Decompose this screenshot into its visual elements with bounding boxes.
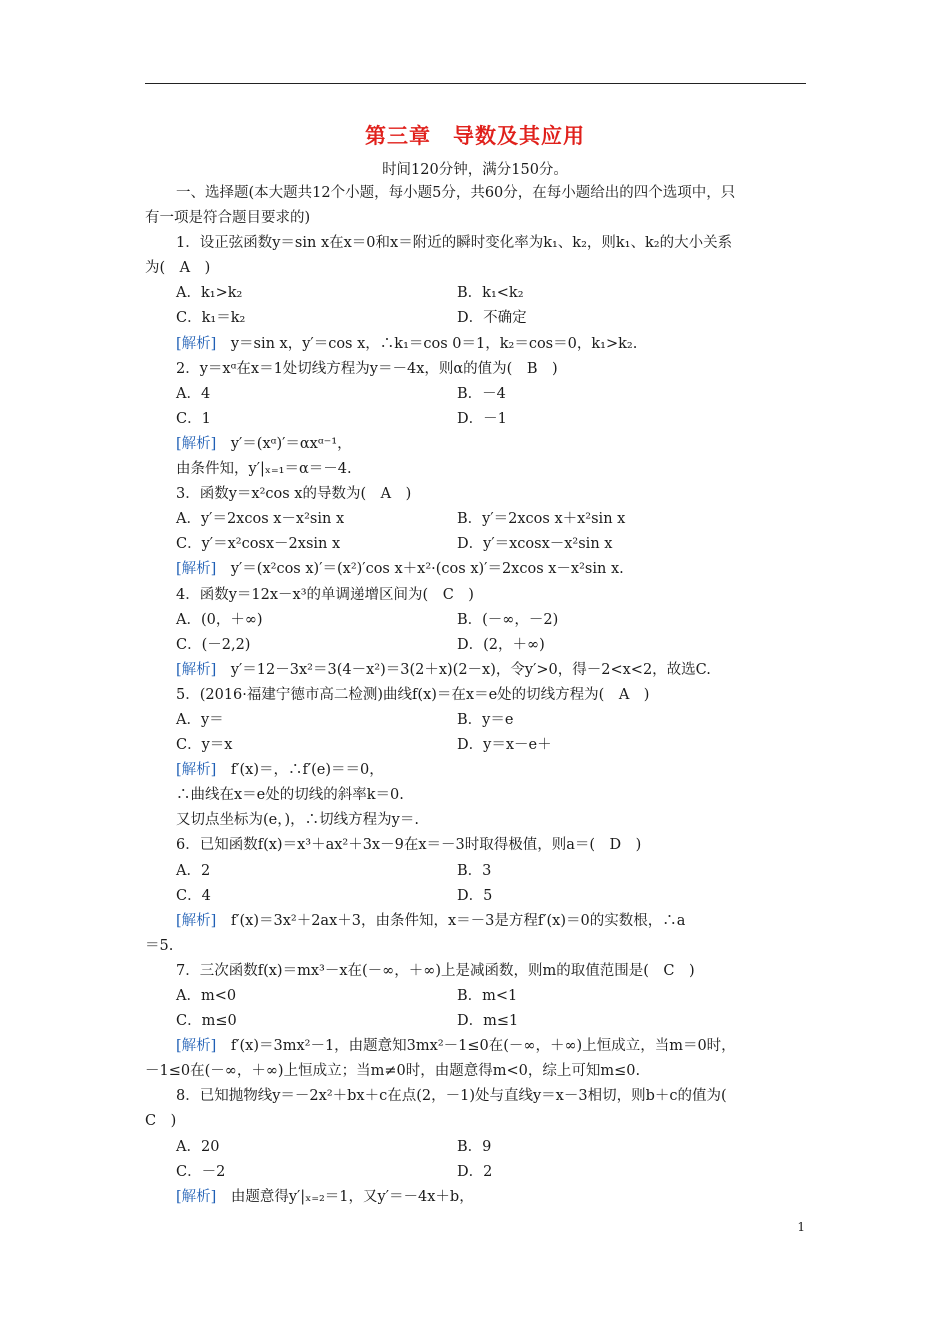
question-6-solution-cont: ＝5. bbox=[145, 937, 174, 954]
option-a: A．m<0 bbox=[176, 988, 237, 1004]
question-8-options-ab bbox=[145, 1135, 806, 1160]
question-4-options-cd bbox=[145, 633, 806, 658]
option-c: C．(－2,2) bbox=[176, 636, 251, 653]
solution-label: [解析] bbox=[176, 912, 217, 929]
option-d: D．m≤1 bbox=[457, 1013, 519, 1030]
chapter-title: 第三章 导数及其应用 bbox=[365, 123, 585, 148]
option-b: B．y′＝2xcos x＋x²sin x bbox=[457, 511, 626, 528]
option-d: D．不确定 bbox=[457, 310, 527, 327]
question-3-solution: [解析] y′＝(x²cos x)′＝(x²)′cos x＋x²·(cos x)′＝2xcos x－x²sin x. bbox=[176, 561, 624, 578]
question-4-solution: [解析] y′＝12－3x²＝3(4－x²)＝3(2＋x)(2－x)，令y′>0，得－2<x<2，故选C. bbox=[176, 661, 711, 678]
question-1-options-cd bbox=[145, 306, 806, 331]
option-a: A．20 bbox=[176, 1138, 220, 1155]
option-c: C．y′＝x²cosx－2xsin x bbox=[176, 536, 341, 553]
option-d: D．5 bbox=[457, 887, 493, 904]
question-2-options-cd bbox=[145, 407, 806, 432]
question-1-stem-cont: 为( A ) bbox=[145, 260, 211, 277]
question-3-options-ab bbox=[145, 507, 806, 532]
question-5-solution: [解析] f′(x)＝，∴f′(e)＝＝0， bbox=[176, 762, 384, 779]
question-4-options-ab bbox=[145, 608, 806, 633]
question-4-stem: 4．函数y＝12x－x³的单调递增区间为( C ) bbox=[176, 586, 474, 603]
question-2-stem: 2．y＝xᵅ在x＝1处切线方程为y＝－4x，则α的值为( B ) bbox=[176, 360, 558, 377]
option-d: D．－1 bbox=[457, 410, 507, 427]
option-b: B．－4 bbox=[457, 385, 506, 402]
header-rule bbox=[145, 83, 806, 84]
question-6-options-ab bbox=[145, 859, 806, 884]
question-8-stem-cont: C ) bbox=[145, 1113, 177, 1130]
solution-label: [解析] bbox=[176, 335, 217, 352]
option-a: A．2 bbox=[176, 862, 211, 879]
option-c: C．1 bbox=[176, 410, 211, 427]
question-5-options-cd bbox=[145, 733, 806, 758]
option-a: A．k₁>k₂ bbox=[176, 285, 243, 302]
question-2-options-ab bbox=[145, 382, 806, 407]
question-8-stem: 8．已知抛物线y＝－2x²＋bx＋c在点(2，－1)处与直线y＝x－3相切，则b＋c的值为( bbox=[176, 1088, 727, 1105]
solution-label: [解析] bbox=[176, 1188, 217, 1205]
option-b: B．9 bbox=[457, 1138, 492, 1155]
option-c: C．m≤0 bbox=[176, 1013, 237, 1030]
option-d: D．y＝x－e＋ bbox=[457, 737, 552, 754]
question-1-stem: 1．设正弦函数y＝sin x在x＝0和x＝附近的瞬时变化率为k₁、k₂，则k₁、k₂的大小关系 bbox=[176, 235, 733, 252]
question-5-solution-cont: 又切点坐标为(e，)，∴切线方程为y＝. bbox=[176, 812, 419, 829]
question-5-options-ab bbox=[145, 708, 806, 733]
option-a: A．4 bbox=[176, 385, 211, 402]
question-8-options-cd bbox=[145, 1160, 806, 1185]
question-3-stem: 3．函数y＝x²cos x的导数为( A ) bbox=[176, 486, 412, 503]
question-7-solution: [解析] f′(x)＝3mx²－1，由题意知3mx²－1≤0在(－∞，＋∞)上恒成立，当m＝0时， bbox=[176, 1038, 736, 1055]
question-7-stem: 7．三次函数f(x)＝mx³－x在(－∞，＋∞)上是减函数，则m的取值范围是( C ) bbox=[176, 962, 695, 979]
solution-label: [解析] bbox=[176, 561, 217, 578]
question-8-solution: [解析] 由题意得y′|ₓ₌₂＝1，又y′＝－4x＋b， bbox=[176, 1188, 474, 1205]
option-a: A．(0，＋∞) bbox=[176, 611, 263, 628]
option-b: B．m<1 bbox=[457, 988, 518, 1004]
option-d: D．y′＝xcosx－x²sin x bbox=[457, 536, 613, 553]
option-b: B．(－∞，－2) bbox=[457, 611, 559, 628]
question-3-options-cd bbox=[145, 532, 806, 557]
section-intro: 一、选择题(本大题共12个小题，每小题5分，共60分，在每小题给出的四个选项中，只 bbox=[176, 185, 736, 201]
option-c: C．y＝x bbox=[176, 737, 233, 754]
option-a: A．y′＝2xcos x－x²sin x bbox=[176, 511, 345, 528]
exam-info: 时间120分钟，满分150分。 bbox=[382, 162, 568, 178]
solution-label: [解析] bbox=[176, 1038, 217, 1055]
question-6-stem: 6．已知函数f(x)＝x³＋ax²＋3x－9在x＝－3时取得极值，则a＝( D ) bbox=[176, 837, 642, 854]
solution-label: [解析] bbox=[176, 661, 217, 678]
question-6-options-cd bbox=[145, 884, 806, 909]
option-b: B．k₁<k₂ bbox=[457, 285, 524, 302]
question-5-stem: 5．(2016·福建宁德市高二检测)曲线f(x)＝在x＝e处的切线方程为( A ) bbox=[176, 686, 650, 703]
option-b: B．3 bbox=[457, 862, 492, 879]
page-number: 1 bbox=[797, 1220, 805, 1234]
document-body bbox=[145, 181, 806, 1210]
question-1-options-ab bbox=[145, 281, 806, 306]
option-d: D．2 bbox=[457, 1163, 493, 1180]
question-7-options-ab bbox=[145, 984, 806, 1009]
option-a: A．y＝ bbox=[176, 711, 224, 728]
option-c: C．k₁＝k₂ bbox=[176, 310, 246, 327]
option-c: C．－2 bbox=[176, 1163, 226, 1180]
question-2-solution-cont: 由条件知，y′|ₓ₌₁＝α＝－4. bbox=[176, 461, 352, 478]
question-5-solution-cont: ∴曲线在x＝e处的切线的斜率k＝0. bbox=[176, 787, 404, 804]
solution-label: [解析] bbox=[176, 435, 217, 452]
option-c: C．4 bbox=[176, 887, 211, 904]
option-b: B．y＝e bbox=[457, 711, 514, 728]
question-1-solution: [解析] y＝sin x，y′＝cos x，∴k₁＝cos 0＝1，k₂＝cos＝0，k₁>k₂. bbox=[176, 335, 638, 352]
solution-label: [解析] bbox=[176, 762, 217, 779]
option-d: D．(2，＋∞) bbox=[457, 636, 545, 653]
section-intro-cont: 有一项是符合题目要求的) bbox=[145, 210, 311, 227]
question-6-solution: [解析] f′(x)＝3x²＋2ax＋3，由条件知，x＝－3是方程f′(x)＝0的实数根，∴a bbox=[176, 912, 686, 929]
question-7-solution-cont: －1≤0在(－∞，＋∞)上恒成立；当m≠0时，由题意得m<0，综上可知m≤0. bbox=[145, 1063, 641, 1080]
question-7-options-cd bbox=[145, 1009, 806, 1034]
question-2-solution: [解析] y′＝(xᵅ)′＝αxᵅ⁻¹， bbox=[176, 435, 352, 452]
